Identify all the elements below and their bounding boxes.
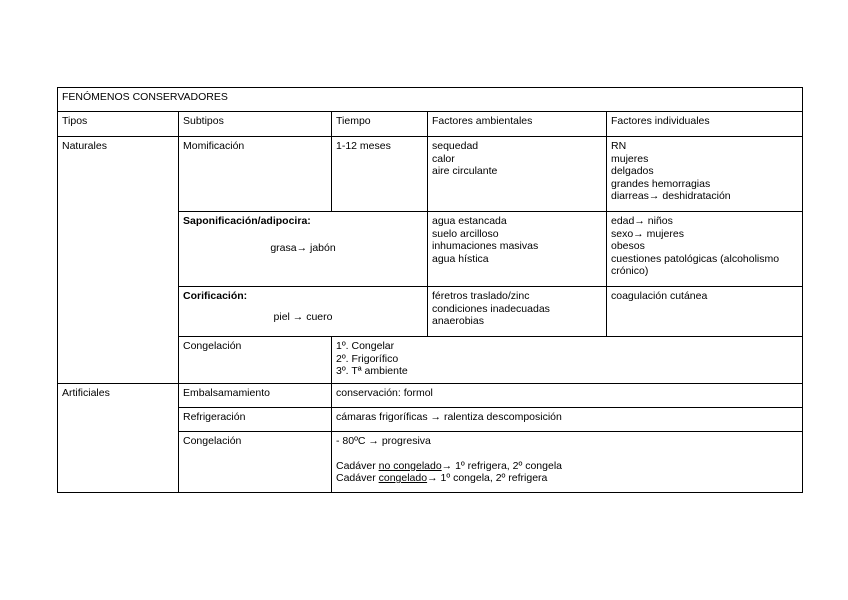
list-item: agua hística <box>432 252 489 265</box>
cadaver-state: congelado <box>378 472 428 484</box>
tipo-naturales: Naturales <box>58 137 179 384</box>
cadaver-procedure: → 1º refrigera, 2º congela <box>441 459 562 472</box>
detalle-congelacion-natural <box>332 337 803 384</box>
list-item: diarreas→ deshidratación <box>611 190 731 202</box>
tiempo-momificacion: 1-12 meses <box>332 137 428 212</box>
list-item: RN <box>611 140 627 152</box>
header-factores-individuales: Factores individuales <box>607 112 803 137</box>
individuales-corificacion <box>607 287 803 337</box>
cadaver-prefix: Cadáver <box>336 459 379 472</box>
cadaver-state: no congelado <box>378 459 442 472</box>
list-item: sexo→ mujeres <box>611 227 684 240</box>
list-item: aire circulante <box>432 165 498 177</box>
subtipo-refrigeracion: Refrigeración <box>179 408 332 432</box>
cadaver-congelado <box>336 472 798 485</box>
detalle-congelacion-artificial <box>332 432 803 493</box>
list-item: suelo arcilloso <box>432 227 499 240</box>
ambientales-saponificacion <box>428 212 607 287</box>
detalle-embalsamamiento: conservación: formol <box>332 384 803 408</box>
subtipo-congelacion-artificial: Congelación <box>179 432 332 493</box>
list-item: anaerobias <box>432 315 484 327</box>
subtipo-congelacion-natural: Congelación <box>179 337 332 384</box>
detalle-refrigeracion: cámaras frigoríficas → ralentiza descomposición <box>332 408 803 432</box>
header-factores-ambientales: Factores ambientales <box>428 112 607 137</box>
subtipo-corificacion: Corificación: <box>183 290 248 302</box>
list-item: - 80ºC → progresiva <box>336 435 431 447</box>
tipo-artificiales: Artificiales <box>58 384 179 493</box>
subtipo-saponificacion-cell <box>179 212 428 287</box>
list-item: mujeres <box>611 152 649 165</box>
subtipo-corificacion-cell <box>179 287 428 337</box>
formula-piel-cuero: piel → cuero <box>273 310 333 323</box>
cadaver-no-congelado <box>336 460 798 473</box>
list-item: féretros traslado/zinc <box>432 290 530 302</box>
list-item: sequedad <box>432 140 479 152</box>
formula-grasa-jabon: grasa→ jabón <box>270 241 336 254</box>
list-item: delgados <box>611 165 654 177</box>
table-row <box>58 384 803 408</box>
list-item: condiciones inadecuadas <box>432 302 550 315</box>
header-tiempo: Tiempo <box>332 112 428 137</box>
list-item: 3º. Tª ambiente <box>336 365 408 377</box>
subtipo-embalsamamiento: Embalsamamiento <box>179 384 332 408</box>
list-item: edad→ niños <box>611 215 673 227</box>
list-item: obesos <box>611 240 645 252</box>
subtipo-momificacion: Momificación <box>179 137 332 212</box>
list-item: cuestiones patológicas (alcoholismo crónico) <box>611 252 780 277</box>
individuales-saponificacion <box>607 212 803 287</box>
list-item: calor <box>432 152 455 165</box>
fenomenos-conservadores-table <box>57 87 803 493</box>
subtipo-saponificacion: Saponificación/adipocira: <box>183 215 311 227</box>
cadaver-procedure: → 1º congela, 2º refrigera <box>427 472 548 484</box>
list-item: coagulación cutánea <box>611 290 708 302</box>
header-subtipos: Subtipos <box>179 112 332 137</box>
ambientales-momificacion <box>428 137 607 212</box>
list-item: grandes hemorragias <box>611 177 711 190</box>
table-row <box>58 137 803 212</box>
ambientales-corificacion <box>428 287 607 337</box>
list-item: 1º. Congelar <box>336 340 395 352</box>
list-item: inhumaciones masivas <box>432 240 539 252</box>
individuales-momificacion <box>607 137 803 212</box>
spacer <box>336 448 798 460</box>
table-title: FENÓMENOS CONSERVADORES <box>58 88 803 112</box>
list-item: agua estancada <box>432 215 507 227</box>
header-tipos: Tipos <box>58 112 179 137</box>
list-item: 2º. Frigorífico <box>336 352 399 365</box>
cadaver-prefix: Cadáver <box>336 472 379 484</box>
